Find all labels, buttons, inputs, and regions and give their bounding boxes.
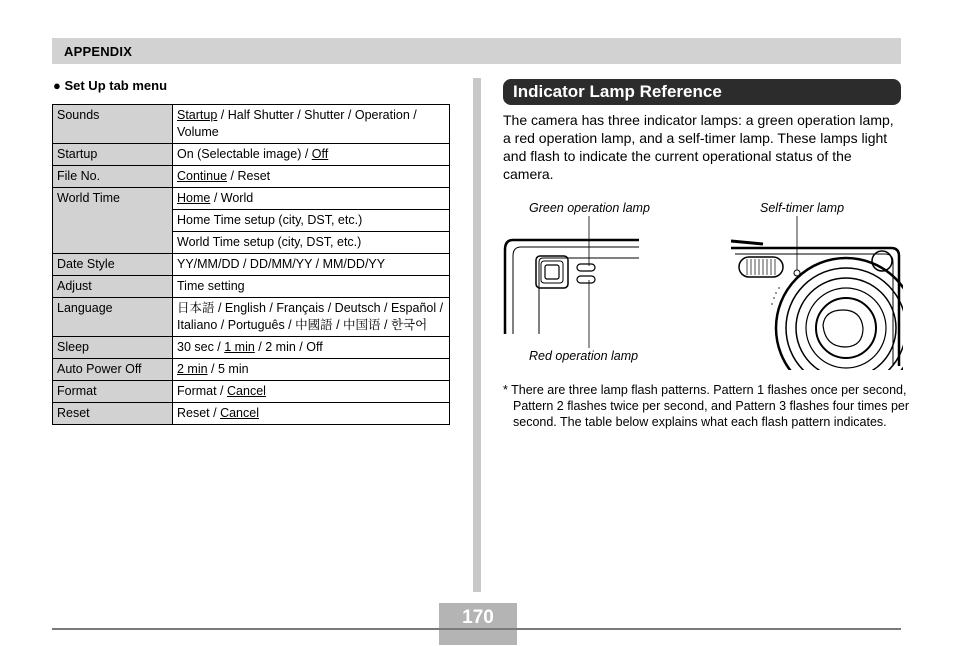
section-title: APPENDIX	[64, 44, 133, 59]
setting-name: World Time	[53, 188, 173, 254]
setting-name: Sounds	[53, 105, 173, 144]
camera-back-illustration	[505, 240, 639, 334]
lamp-title-bar	[503, 79, 901, 105]
setting-value	[173, 105, 450, 144]
setting-name: Startup	[53, 144, 173, 166]
green-lamp-label: Green operation lamp	[529, 201, 650, 215]
lamp-title: Indicator Lamp Reference	[513, 82, 722, 101]
table-row	[53, 403, 450, 425]
table-row	[53, 276, 450, 298]
setting-name: Date Style	[53, 254, 173, 276]
setting-value	[173, 298, 450, 337]
lamp-intro: The camera has three indicator lamps: a green operation lamp, a red operation lamp, and a self-timer lamp. These lamps light and flash to indicate the current operational status of the camera.	[503, 112, 894, 182]
default-option: Cancel	[227, 384, 266, 398]
table-row	[53, 166, 450, 188]
setting-value	[173, 337, 450, 359]
default-option: Continue	[177, 169, 228, 183]
option-text: Time setting	[177, 279, 245, 293]
table-row	[53, 359, 450, 381]
table-row	[53, 381, 450, 403]
setting-value	[173, 210, 450, 232]
setup-table	[52, 104, 450, 425]
column-divider	[473, 78, 481, 592]
default-option: 1 min	[224, 340, 255, 354]
option-text: / 5 min	[207, 362, 249, 376]
default-option: 2 min	[177, 362, 208, 376]
option-text: 日本語 / English / Français / Deutsch / Español / Italiano / Português / 中國語 / 中国语 / 한국어	[177, 301, 444, 332]
option-text: / 2 min / Off	[254, 340, 323, 354]
option-text: 30 sec /	[177, 340, 225, 354]
option-text: Reset /	[177, 406, 221, 420]
setting-value	[173, 188, 450, 210]
flash-pattern-note: * There are three lamp flash patterns. Pattern 1 flashes once per second, Pattern 2 flashes twice per second, and Pattern 3 flashes four times per second. The table below explains what each flash pattern indicates.	[503, 383, 910, 429]
red-lamp-label: Red operation lamp	[529, 349, 639, 363]
option-text: YY/MM/DD / DD/MM/YY / MM/DD/YY	[177, 257, 386, 271]
footer-rule	[52, 628, 901, 630]
setting-value	[173, 166, 450, 188]
setting-value	[173, 276, 450, 298]
camera-front-illustration	[731, 241, 903, 370]
table-row	[53, 144, 450, 166]
header-bar	[52, 38, 901, 64]
table-row	[53, 337, 450, 359]
setting-value	[173, 144, 450, 166]
table-row	[53, 188, 450, 210]
setting-value	[173, 232, 450, 254]
table-row	[53, 254, 450, 276]
default-option: Cancel	[220, 406, 259, 420]
setting-name: Format	[53, 381, 173, 403]
page-number-box	[439, 603, 517, 645]
setting-value	[173, 359, 450, 381]
option-text: / World	[210, 191, 254, 205]
option-text: / Half Shutter / Shutter / Operation / Volume	[177, 108, 417, 139]
camera-diagram	[503, 200, 903, 370]
option-text: On (Selectable image) /	[177, 147, 312, 161]
default-option: Home	[177, 191, 211, 205]
default-option: Off	[311, 147, 329, 161]
page-number: 170	[462, 607, 494, 628]
setting-name: Sleep	[53, 337, 173, 359]
setting-value	[173, 403, 450, 425]
setting-name: Auto Power Off	[53, 359, 173, 381]
setting-value	[173, 254, 450, 276]
option-text: World Time setup (city, DST, etc.)	[177, 235, 362, 249]
setting-name: File No.	[53, 166, 173, 188]
option-text: / Reset	[227, 169, 271, 183]
default-option: Startup	[177, 108, 218, 122]
setting-name: Reset	[53, 403, 173, 425]
option-text: Home Time setup (city, DST, etc.)	[177, 213, 363, 227]
setting-value	[173, 381, 450, 403]
table-row	[53, 105, 450, 144]
setting-name: Adjust	[53, 276, 173, 298]
table-row	[53, 298, 450, 337]
self-timer-lamp-label: Self-timer lamp	[760, 201, 845, 215]
setting-name: Language	[53, 298, 173, 337]
option-text: Format /	[177, 384, 228, 398]
setup-heading: ● Set Up tab menu	[53, 78, 168, 93]
